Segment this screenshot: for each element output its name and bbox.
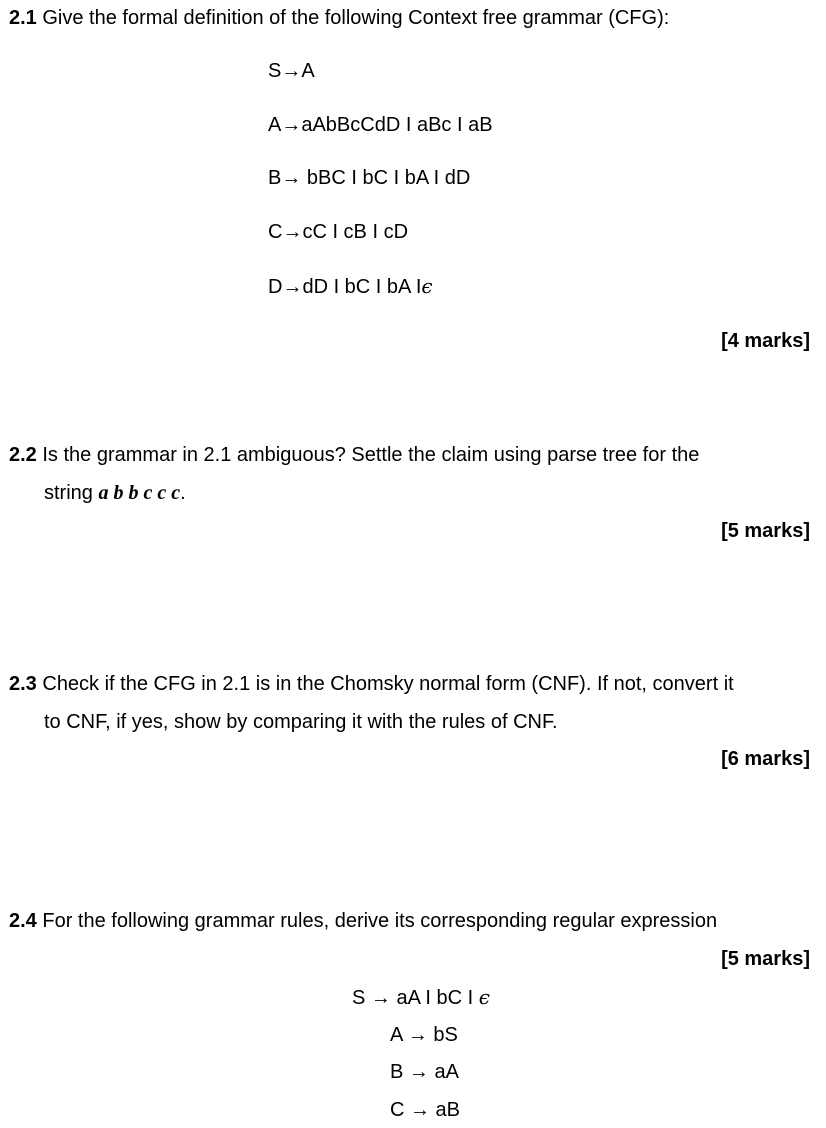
marks-label: [5 marks] (721, 948, 810, 970)
question-text: Check if the CFG in 2.1 is in the Chomsky normal form (CNF). If not, convert it (36, 673, 734, 695)
question-number: 2.3 (9, 673, 37, 695)
question-2-4-text (9, 909, 717, 933)
regex-rule-s: S → aA I bC I ϵ (352, 985, 490, 1009)
question-2-2-text (9, 443, 699, 467)
question-2-1-text (9, 6, 669, 30)
epsilon-symbol: ϵ (478, 985, 490, 1009)
marks-label: [4 marks] (721, 330, 810, 352)
question-number: 2.1 (9, 7, 37, 29)
grammar-rule-c: C→cC I cB I cD (268, 221, 409, 243)
marks-label: [6 marks] (721, 748, 810, 770)
question-2-3-text-line2: to CNF, if yes, show by comparing it with the rules of CNF. (44, 711, 558, 733)
question-text: For the following grammar rules, derive its corresponding regular expression (36, 910, 718, 932)
grammar-rule-b: B→ bBC I bC I bA I dD (268, 167, 471, 189)
marks-label: [5 marks] (721, 520, 810, 542)
question-2-3-text (9, 672, 734, 696)
question-text: Is the grammar in 2.1 ambiguous? Settle the claim using parse tree for the (36, 444, 700, 466)
question-number: 2.4 (9, 910, 37, 932)
target-string: a b b c c c (98, 482, 181, 504)
question-text: Give the formal definition of the following Context free grammar (CFG): (36, 7, 670, 29)
regex-rule-b: B → aA (390, 1061, 459, 1083)
question-number: 2.2 (9, 444, 37, 466)
epsilon-symbol: ϵ (421, 274, 433, 298)
grammar-rule-a: A→aAbBcCdD I aBc I aB (268, 114, 493, 136)
question-2-2-text-line2: string a b b c c c. (44, 482, 186, 504)
regex-rule-c: C → aB (390, 1099, 461, 1121)
grammar-rule-s: S→A (268, 60, 315, 82)
regex-rule-a: A → bS (390, 1024, 458, 1046)
grammar-rule-d: D→dD I bC I bA Iϵ (268, 274, 433, 298)
